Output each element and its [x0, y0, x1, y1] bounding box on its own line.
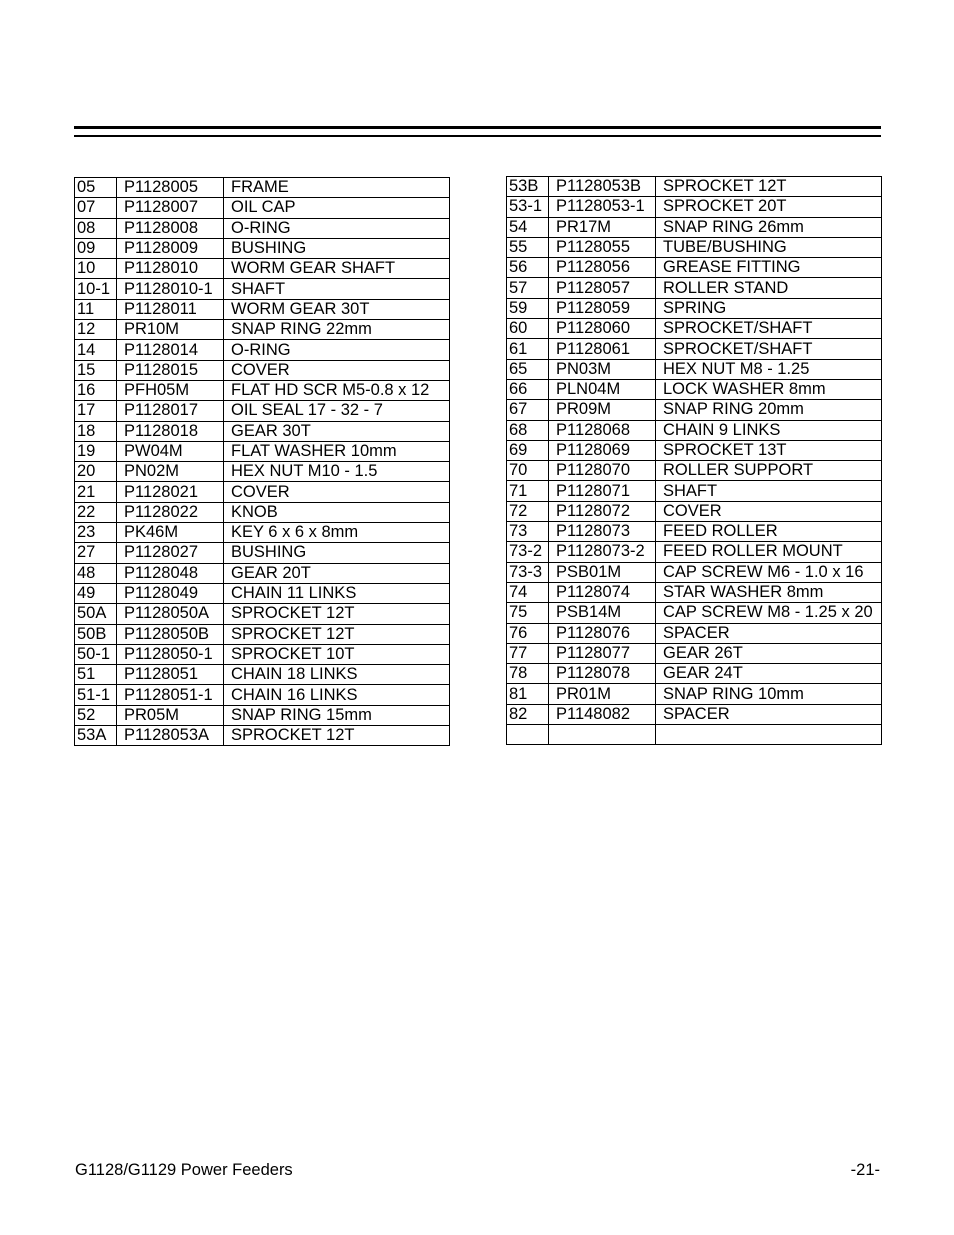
ref-number-cell: 54 — [507, 217, 549, 237]
part-number-cell: P1128053A — [117, 726, 224, 746]
ref-number-cell: 78 — [507, 664, 549, 684]
part-number-cell: P1128070 — [549, 461, 656, 481]
part-number-cell: P1128074 — [549, 582, 656, 602]
part-number-cell: PN02M — [117, 462, 224, 482]
part-number-cell: PR09M — [549, 400, 656, 420]
description-cell: ROLLER SUPPORT — [656, 461, 882, 481]
ref-number-cell: 75 — [507, 603, 549, 623]
ref-number-cell: 18 — [75, 421, 117, 441]
table-row — [507, 664, 882, 684]
table-row — [507, 258, 882, 278]
part-number-cell: P1128057 — [549, 278, 656, 298]
table-row — [75, 462, 450, 482]
ref-number-cell: 53B — [507, 177, 549, 197]
description-cell: FRAME — [224, 178, 450, 198]
table-row — [75, 604, 450, 624]
table-row — [507, 319, 882, 339]
description-cell: BUSHING — [224, 543, 450, 563]
part-number-cell: P1128073-2 — [549, 542, 656, 562]
table-row — [75, 685, 450, 705]
ref-number-cell: 66 — [507, 379, 549, 399]
part-number-cell: PR05M — [117, 705, 224, 725]
description-cell: SPACER — [656, 704, 882, 724]
ref-number-cell: 53-1 — [507, 197, 549, 217]
ref-number-cell: 57 — [507, 278, 549, 298]
part-number-cell: P1128010 — [117, 259, 224, 279]
ref-number-cell: 74 — [507, 582, 549, 602]
part-number-cell: P1128005 — [117, 178, 224, 198]
description-cell: FEED ROLLER — [656, 522, 882, 542]
part-number-cell: P1128061 — [549, 339, 656, 359]
description-cell: SPRING — [656, 298, 882, 318]
description-cell: SHAFT — [224, 279, 450, 299]
description-cell: COVER — [224, 482, 450, 502]
description-cell: CHAIN 11 LINKS — [224, 583, 450, 603]
description-cell: SPROCKET 12T — [224, 604, 450, 624]
table-row — [507, 298, 882, 318]
description-cell: HEX NUT M8 - 1.25 — [656, 359, 882, 379]
description-cell: CAP SCREW M6 - 1.0 x 16 — [656, 562, 882, 582]
part-number-cell: P1128027 — [117, 543, 224, 563]
ref-number-cell: 14 — [75, 340, 117, 360]
part-number-cell: PR01M — [549, 684, 656, 704]
ref-number-cell: 07 — [75, 198, 117, 218]
ref-number-cell: 27 — [75, 543, 117, 563]
table-row — [75, 502, 450, 522]
ref-number-cell: 23 — [75, 523, 117, 543]
part-number-cell: P1128010-1 — [117, 279, 224, 299]
part-number-cell: P1128050-1 — [117, 644, 224, 664]
description-cell: TUBE/BUSHING — [656, 237, 882, 257]
parts-table-left — [74, 177, 450, 746]
ref-number-cell: 59 — [507, 298, 549, 318]
part-number-cell: P1128018 — [117, 421, 224, 441]
header-rule-thin — [74, 135, 881, 137]
part-number-cell: PLN04M — [549, 379, 656, 399]
table-row — [507, 704, 882, 724]
part-number-cell: P1128053B — [549, 177, 656, 197]
description-cell: SPROCKET 10T — [224, 644, 450, 664]
description-cell: OIL CAP — [224, 198, 450, 218]
description-cell: SNAP RING 10mm — [656, 684, 882, 704]
part-number-cell: P1128072 — [549, 501, 656, 521]
part-number-cell: P1128071 — [549, 481, 656, 501]
description-cell: GEAR 20T — [224, 563, 450, 583]
part-number-cell: PW04M — [117, 441, 224, 461]
table-row — [507, 582, 882, 602]
part-number-cell: P1128007 — [117, 198, 224, 218]
ref-number-cell: 50B — [75, 624, 117, 644]
description-cell: STAR WASHER 8mm — [656, 582, 882, 602]
part-number-cell: P1128068 — [549, 420, 656, 440]
description-cell: WORM GEAR SHAFT — [224, 259, 450, 279]
part-number-cell: P1128078 — [549, 664, 656, 684]
ref-number-cell: 72 — [507, 501, 549, 521]
part-number-cell: P1128056 — [549, 258, 656, 278]
description-cell: SPROCKET 12T — [656, 177, 882, 197]
description-cell — [656, 725, 882, 745]
description-cell: SNAP RING 20mm — [656, 400, 882, 420]
table-row — [75, 198, 450, 218]
table-row — [75, 259, 450, 279]
part-number-cell: P1128048 — [117, 563, 224, 583]
description-cell: CAP SCREW M8 - 1.25 x 20 — [656, 603, 882, 623]
table-row — [507, 217, 882, 237]
description-cell: ROLLER STAND — [656, 278, 882, 298]
table-row — [75, 320, 450, 340]
table-row — [75, 178, 450, 198]
ref-number-cell: 73-3 — [507, 562, 549, 582]
part-number-cell: P1128022 — [117, 502, 224, 522]
description-cell: LOCK WASHER 8mm — [656, 379, 882, 399]
part-number-cell: P1128055 — [549, 237, 656, 257]
table-row — [75, 360, 450, 380]
part-number-cell — [549, 725, 656, 745]
ref-number-cell: 56 — [507, 258, 549, 278]
table-row — [507, 481, 882, 501]
ref-number-cell: 21 — [75, 482, 117, 502]
ref-number-cell: 50A — [75, 604, 117, 624]
table-row — [507, 400, 882, 420]
table-row — [75, 583, 450, 603]
part-number-cell: PN03M — [549, 359, 656, 379]
part-number-cell: P1128008 — [117, 218, 224, 238]
ref-number-cell: 73-2 — [507, 542, 549, 562]
parts-table-right — [506, 176, 882, 745]
part-number-cell: P1128051 — [117, 665, 224, 685]
table-row — [507, 461, 882, 481]
part-number-cell: P1128060 — [549, 319, 656, 339]
table-row — [75, 543, 450, 563]
part-number-cell: P1128069 — [549, 440, 656, 460]
ref-number-cell: 08 — [75, 218, 117, 238]
table-row — [75, 563, 450, 583]
part-number-cell: P1128011 — [117, 299, 224, 319]
table-row — [507, 278, 882, 298]
description-cell: GEAR 24T — [656, 664, 882, 684]
ref-number-cell: 15 — [75, 360, 117, 380]
ref-number-cell: 10-1 — [75, 279, 117, 299]
ref-number-cell: 69 — [507, 440, 549, 460]
ref-number-cell: 61 — [507, 339, 549, 359]
ref-number-cell: 82 — [507, 704, 549, 724]
description-cell: SNAP RING 15mm — [224, 705, 450, 725]
ref-number-cell: 68 — [507, 420, 549, 440]
description-cell: O-RING — [224, 340, 450, 360]
table-row — [507, 501, 882, 521]
description-cell: SNAP RING 22mm — [224, 320, 450, 340]
table-row — [507, 643, 882, 663]
description-cell: WORM GEAR 30T — [224, 299, 450, 319]
description-cell: OIL SEAL 17 - 32 - 7 — [224, 401, 450, 421]
table-row — [75, 340, 450, 360]
description-cell: KEY 6 x 6 x 8mm — [224, 523, 450, 543]
description-cell: SHAFT — [656, 481, 882, 501]
part-number-cell: P1128021 — [117, 482, 224, 502]
part-number-cell: P1128014 — [117, 340, 224, 360]
ref-number-cell: 60 — [507, 319, 549, 339]
table-row — [507, 725, 882, 745]
table-row — [507, 684, 882, 704]
table-row — [75, 218, 450, 238]
table-row — [75, 726, 450, 746]
description-cell: FLAT HD SCR M5-0.8 x 12 — [224, 380, 450, 400]
ref-number-cell: 19 — [75, 441, 117, 461]
part-number-cell: P1128049 — [117, 583, 224, 603]
part-number-cell: PFH05M — [117, 380, 224, 400]
ref-number-cell: 49 — [75, 583, 117, 603]
table-row — [507, 379, 882, 399]
description-cell: COVER — [224, 360, 450, 380]
part-number-cell: P1128076 — [549, 623, 656, 643]
ref-number-cell — [507, 725, 549, 745]
description-cell: SNAP RING 26mm — [656, 217, 882, 237]
ref-number-cell: 16 — [75, 380, 117, 400]
ref-number-cell: 65 — [507, 359, 549, 379]
description-cell: HEX NUT M10 - 1.5 — [224, 462, 450, 482]
part-number-cell: P1148082 — [549, 704, 656, 724]
description-cell: SPROCKET 20T — [656, 197, 882, 217]
part-number-cell: PSB01M — [549, 562, 656, 582]
page-number: -21- — [850, 1161, 880, 1179]
table-row — [507, 562, 882, 582]
ref-number-cell: 53A — [75, 726, 117, 746]
ref-number-cell: 05 — [75, 178, 117, 198]
table-row — [507, 359, 882, 379]
description-cell: SPROCKET 12T — [224, 624, 450, 644]
ref-number-cell: 20 — [75, 462, 117, 482]
description-cell: BUSHING — [224, 238, 450, 258]
part-number-cell: P1128009 — [117, 238, 224, 258]
description-cell: SPROCKET 12T — [224, 726, 450, 746]
description-cell: SPROCKET/SHAFT — [656, 339, 882, 359]
table-row — [507, 522, 882, 542]
description-cell: CHAIN 9 LINKS — [656, 420, 882, 440]
table-row — [75, 380, 450, 400]
description-cell: O-RING — [224, 218, 450, 238]
table-row — [75, 238, 450, 258]
table-row — [507, 339, 882, 359]
ref-number-cell: 12 — [75, 320, 117, 340]
description-cell: SPROCKET 13T — [656, 440, 882, 460]
description-cell: SPACER — [656, 623, 882, 643]
part-number-cell: P1128077 — [549, 643, 656, 663]
description-cell: FEED ROLLER MOUNT — [656, 542, 882, 562]
ref-number-cell: 09 — [75, 238, 117, 258]
part-number-cell: PR10M — [117, 320, 224, 340]
part-number-cell: PSB14M — [549, 603, 656, 623]
part-number-cell: P1128073 — [549, 522, 656, 542]
description-cell: CHAIN 16 LINKS — [224, 685, 450, 705]
ref-number-cell: 67 — [507, 400, 549, 420]
description-cell: COVER — [656, 501, 882, 521]
table-row — [75, 299, 450, 319]
table-row — [75, 705, 450, 725]
table-row — [75, 421, 450, 441]
ref-number-cell: 50-1 — [75, 644, 117, 664]
part-number-cell: P1128053-1 — [549, 197, 656, 217]
table-row — [507, 177, 882, 197]
ref-number-cell: 55 — [507, 237, 549, 257]
ref-number-cell: 81 — [507, 684, 549, 704]
ref-number-cell: 76 — [507, 623, 549, 643]
table-row — [507, 623, 882, 643]
description-cell: FLAT WASHER 10mm — [224, 441, 450, 461]
ref-number-cell: 52 — [75, 705, 117, 725]
table-row — [507, 420, 882, 440]
description-cell: KNOB — [224, 502, 450, 522]
ref-number-cell: 71 — [507, 481, 549, 501]
description-cell: GREASE FITTING — [656, 258, 882, 278]
table-row — [75, 441, 450, 461]
part-number-cell: PR17M — [549, 217, 656, 237]
ref-number-cell: 77 — [507, 643, 549, 663]
footer-title: G1128/G1129 Power Feeders — [75, 1161, 293, 1179]
ref-number-cell: 70 — [507, 461, 549, 481]
table-row — [507, 237, 882, 257]
ref-number-cell: 51 — [75, 665, 117, 685]
ref-number-cell: 22 — [75, 502, 117, 522]
description-cell: CHAIN 18 LINKS — [224, 665, 450, 685]
table-row — [75, 624, 450, 644]
table-row — [507, 542, 882, 562]
part-number-cell: P1128051-1 — [117, 685, 224, 705]
ref-number-cell: 11 — [75, 299, 117, 319]
table-row — [507, 440, 882, 460]
table-row — [507, 197, 882, 217]
part-number-cell: P1128017 — [117, 401, 224, 421]
ref-number-cell: 51-1 — [75, 685, 117, 705]
part-number-cell: P1128059 — [549, 298, 656, 318]
table-row — [75, 401, 450, 421]
ref-number-cell: 48 — [75, 563, 117, 583]
table-row — [75, 665, 450, 685]
description-cell: GEAR 30T — [224, 421, 450, 441]
table-row — [75, 279, 450, 299]
part-number-cell: P1128050B — [117, 624, 224, 644]
table-row — [75, 482, 450, 502]
table-row — [75, 523, 450, 543]
table-row — [507, 603, 882, 623]
header-rule-thick — [74, 126, 881, 129]
description-cell: SPROCKET/SHAFT — [656, 319, 882, 339]
table-row — [75, 644, 450, 664]
ref-number-cell: 10 — [75, 259, 117, 279]
description-cell: GEAR 26T — [656, 643, 882, 663]
ref-number-cell: 17 — [75, 401, 117, 421]
part-number-cell: P1128050A — [117, 604, 224, 624]
part-number-cell: PK46M — [117, 523, 224, 543]
ref-number-cell: 73 — [507, 522, 549, 542]
part-number-cell: P1128015 — [117, 360, 224, 380]
